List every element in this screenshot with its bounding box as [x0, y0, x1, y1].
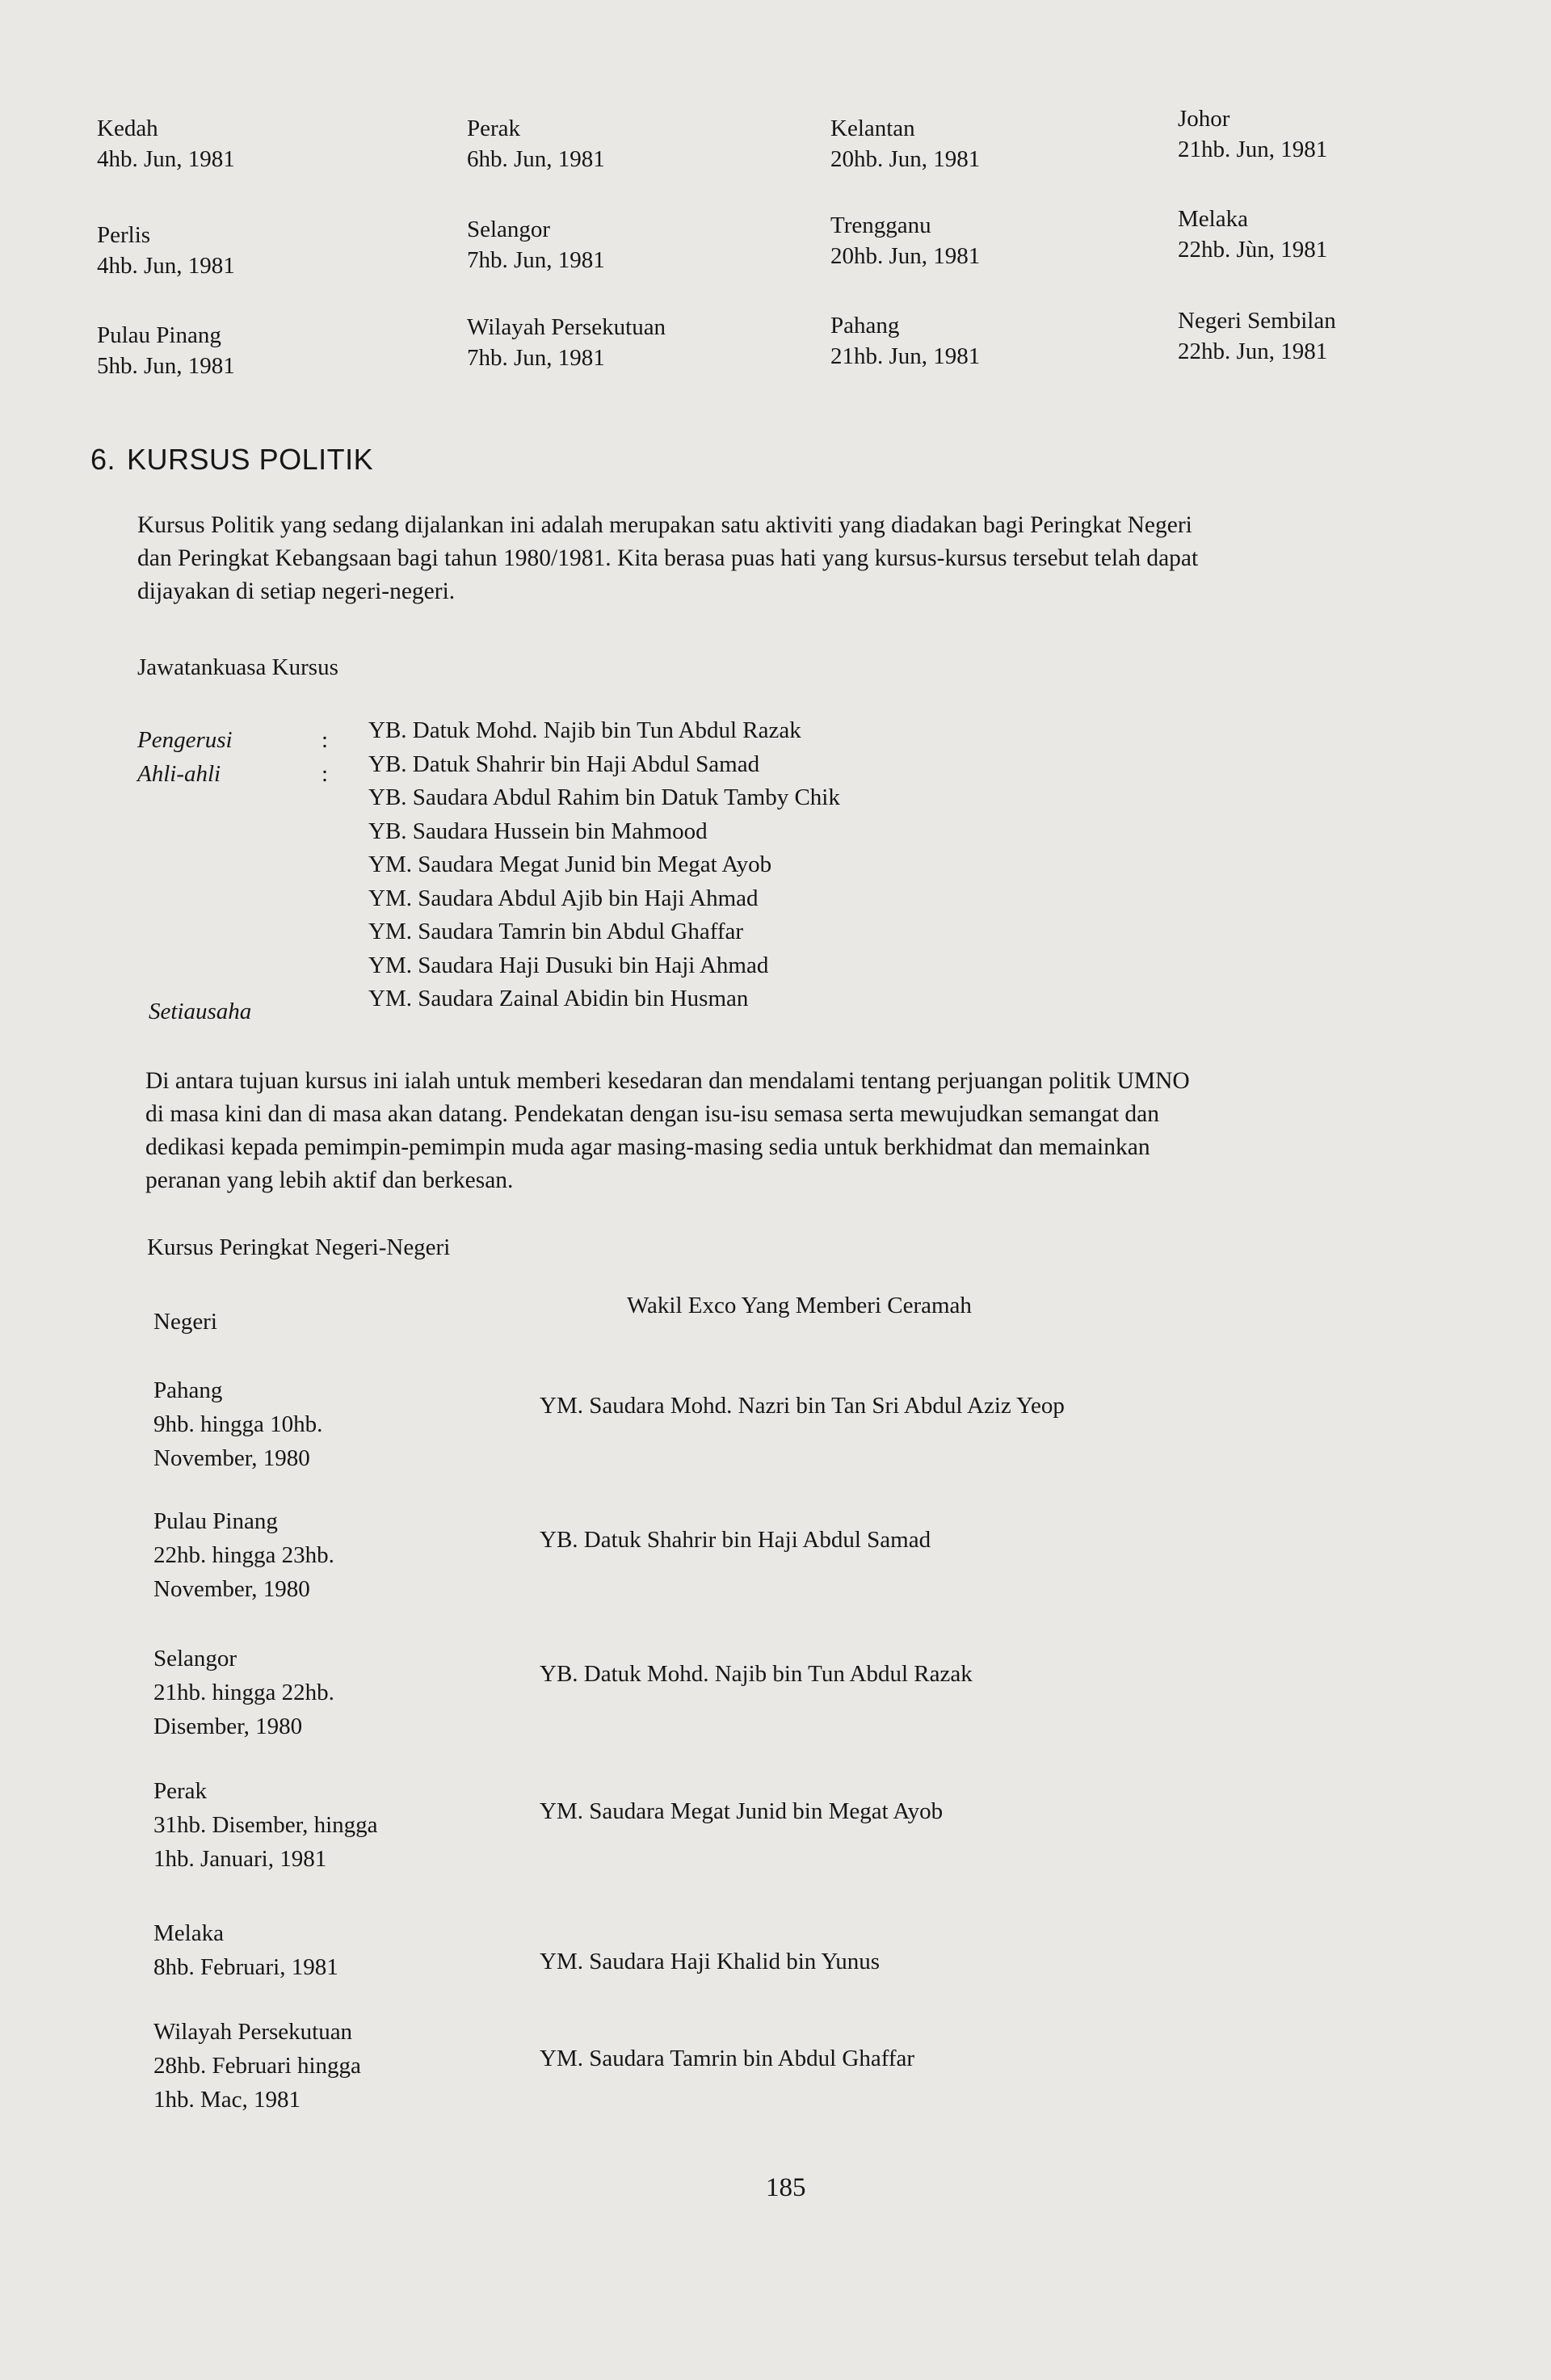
member-name: YM. Saudara Tamrin bin Abdul Ghaffar	[368, 919, 744, 944]
state-entry-perak: Perak 6hb. Jun, 1981	[467, 116, 605, 172]
member-name: YB. Saudara Abdul Rahim bin Datuk Tamby Chik	[368, 784, 840, 810]
member-name: YB. Saudara Hussein bin Mahmood	[368, 818, 708, 844]
section-heading	[90, 443, 373, 477]
intro-paragraph: Kursus Politik yang sedang dijalankan ini adalah merupakan satu aktiviti yang diadakan bagi Peringkat Negeri dan Peringkat Kebangsaan bagi tahun 1980/1981. Kita berasa puas hati yang kursus-kursus tersebut telah dapat dijayakan di setiap negeri-negeri.	[137, 512, 1199, 604]
committee-list	[368, 714, 840, 1016]
course-row-perak-speaker: YM. Saudara Megat Junid bin Megat Ayob	[540, 1798, 944, 1824]
secretary-label: Setiausaha	[149, 999, 252, 1024]
member-name: YM. Saudara Haji Dusuki bin Haji Ahmad	[368, 952, 769, 978]
course-row-selangor-speaker: YB. Datuk Mohd. Najib bin Tun Abdul Razak	[540, 1661, 973, 1687]
state-entry-johor: Johor 21hb. Jun, 1981	[1178, 106, 1328, 162]
state-entry-trengganu: Trengganu 20hb. Jun, 1981	[830, 212, 981, 269]
page-number: 185	[766, 2173, 806, 2202]
course-row-pulau-pinang-negeri: Pulau Pinang 22hb. hingga 23hb. November, 1980	[153, 1508, 334, 1602]
course-row-pahang-negeri: Pahang 9hb. hingga 10hb. November, 1980	[153, 1377, 323, 1471]
course-row-wilayah-persekutuan-negeri: Wilayah Persekutuan 28hb. Februari hingga 1hb. Mac, 1981	[153, 2019, 361, 2113]
column-header-negeri: Negeri	[153, 1309, 217, 1335]
state-courses-heading: Kursus Peringkat Negeri-Negeri	[147, 1234, 451, 1260]
state-entry-pahang: Pahang 21hb. Jun, 1981	[830, 313, 981, 369]
aim-paragraph: Di antara tujuan kursus ini ialah untuk memberi kesedaran dan mendalami tentang perjuangan politik UMNO di masa kini dan di masa akan datang. Pendekatan dengan isu-isu semasa serta mewujudkan semangat dan dedikasi kepada pemimpin-pemimpin muda agar masing-masing sedia untuk berkhidmat dan memainkan peranan yang lebih aktif dan berkesan.	[145, 1068, 1190, 1193]
members-label: Ahli-ahli	[137, 761, 221, 787]
course-row-wilayah-persekutuan-speaker: YM. Saudara Tamrin bin Abdul Ghaffar	[540, 2046, 915, 2071]
state-entry-selangor: Selangor 7hb. Jun, 1981	[467, 217, 605, 273]
chair-colon: :	[322, 727, 329, 753]
committee-heading: Jawatankuasa Kursus	[137, 654, 338, 680]
member-name: YM. Saudara Megat Junid bin Megat Ayob	[368, 852, 772, 877]
state-entry-pulau-pinang: Pulau Pinang 5hb. Jun, 1981	[97, 322, 235, 379]
course-row-pulau-pinang-speaker: YB. Datuk Shahrir bin Haji Abdul Samad	[540, 1527, 931, 1553]
state-entry-wilayah-persekutuan: Wilayah Persekutuan 7hb. Jun, 1981	[467, 314, 666, 371]
section-number: 6.	[90, 443, 116, 476]
column-header-wakil: Wakil Exco Yang Memberi Ceramah	[627, 1293, 972, 1318]
state-entry-melaka: Melaka 22hb. Jùn, 1981	[1178, 206, 1328, 263]
course-row-selangor-negeri: Selangor 21hb. hingga 22hb. Disember, 1980	[153, 1646, 334, 1739]
state-entry-kelantan: Kelantan 20hb. Jun, 1981	[830, 116, 981, 172]
state-entry-negeri-sembilan: Negeri Sembilan 22hb. Jun, 1981	[1178, 308, 1336, 364]
course-row-melaka-speaker: YM. Saudara Haji Khalid bin Yunus	[540, 1949, 880, 1974]
chair-label: Pengerusi	[137, 727, 233, 753]
state-entry-perlis: Perlis 4hb. Jun, 1981	[97, 222, 235, 279]
course-row-pahang-speaker: YM. Saudara Mohd. Nazri bin Tan Sri Abdul Aziz Yeop	[540, 1393, 1065, 1419]
members-colon: :	[322, 761, 329, 787]
section-title: KURSUS POLITIK	[127, 443, 374, 476]
member-name: YB. Datuk Shahrir bin Haji Abdul Samad	[368, 751, 760, 777]
course-row-melaka-negeri: Melaka 8hb. Februari, 1981	[153, 1920, 338, 1980]
secretary-name: YM. Saudara Zainal Abidin bin Husman	[368, 986, 749, 1011]
course-row-perak-negeri: Perak 31hb. Disember, hingga 1hb. Januari, 1981	[153, 1778, 378, 1872]
member-name: YM. Saudara Abdul Ajib bin Haji Ahmad	[368, 885, 759, 911]
chair-name: YB. Datuk Mohd. Najib bin Tun Abdul Razak	[368, 717, 801, 743]
state-entry-kedah: Kedah 4hb. Jun, 1981	[97, 116, 235, 172]
